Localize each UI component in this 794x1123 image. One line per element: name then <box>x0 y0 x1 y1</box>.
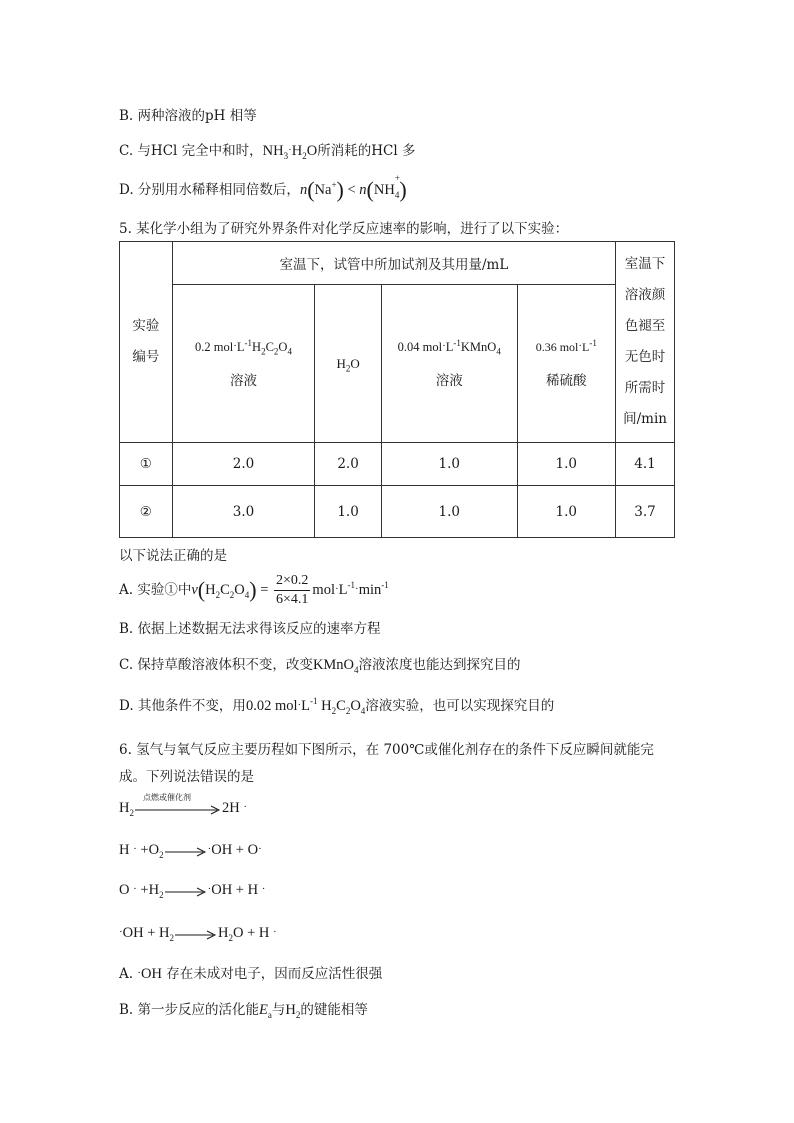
header-kmno4: 0.04 $mol\cdot L^{-1}KMnO_4$ 溶液 <box>381 285 517 443</box>
q5-option-d <box>119 694 554 715</box>
h2-formula: $H_2$ <box>285 1002 301 1020</box>
q6-option-a <box>119 962 382 983</box>
rate-formula: $v(H_2C_2O_4)$ = $\frac{2\times 0.2}{6\times 4.1}$ $mol\cdot L^{-1}\cdot\min^{-1}$ <box>191 573 389 607</box>
q5-option-a <box>119 572 389 609</box>
q6-option-b-mid: 与 <box>271 1002 286 1018</box>
question-6-stem-line-2: 成。下列说法错误的是 <box>119 769 254 785</box>
option-d <box>119 172 407 202</box>
reaction-arrow <box>175 927 217 941</box>
q5-option-d-suffix: 溶液实验，也可以实现探究目的 <box>365 698 555 714</box>
cell-time: 4.1 <box>616 443 675 486</box>
q5-option-b: B. 依据上述数据无法求得该反应的速率方程 <box>119 621 381 637</box>
q6-option-b <box>119 998 368 1019</box>
header-time: 室温下 溶液颜 色褪至 无色时 所需时 间/min <box>616 242 675 443</box>
cell-water: 1.0 <box>315 486 382 538</box>
arrow-condition-label: 点燃或催化剂 <box>142 792 191 802</box>
option-b <box>119 104 257 124</box>
q6-option-b-suffix: 的键能相等 <box>300 1002 368 1018</box>
q5-option-c <box>119 653 521 674</box>
q5-option-c-text: C. 保持草酸溶液体积不变，改变 <box>119 657 313 673</box>
cell-kmno4: 1.0 <box>381 486 517 538</box>
cell-acid: 1.0 <box>517 486 616 538</box>
q5-option-a-text: A. 实验①中 <box>119 581 192 598</box>
ion-comparison-formula: n(Na+) < n(NH $_{+ 4}$) <box>299 172 407 202</box>
nh3-h2o-formula: $NH_3\cdot H_2O$ <box>262 143 318 161</box>
option-c-suffix: 所消耗的HCl 多 <box>317 143 416 159</box>
question-5-stem: 5. 某化学小组为了研究外界条件对化学反应速率的影响，进行了以下实验： <box>119 221 569 237</box>
reaction-step-3: $O \cdot +H_2$ ·OH + H · <box>119 882 266 900</box>
cell-oxalic: 3.0 <box>172 486 315 538</box>
header-sulfuric-acid: 0.36 $mol\cdot L^{-1}$ 稀硫酸 <box>517 285 616 443</box>
header-water: $H_2O$ <box>315 285 382 443</box>
oxalic-conc-formula: 0.02 $mol\cdot L^{-1}$ $H_2C_2O_4$ <box>245 696 366 716</box>
cell-time: 3.7 <box>616 486 675 538</box>
q6-option-a-text: 存在未成对电子，因而反应活性很强 <box>166 966 383 982</box>
header-reagents: 室温下，试管中所加试剂及其用量/mL <box>172 242 615 285</box>
cell-acid: 1.0 <box>517 443 616 486</box>
reaction-step-4: $\cdot OH + H_2$ $H_2O + H$ · <box>119 925 277 943</box>
table-row <box>120 486 675 538</box>
reaction-step-2: $H \cdot +O_2$ ·OH + O· <box>119 842 262 860</box>
reaction-arrow <box>165 884 207 898</box>
option-b-label: B. <box>119 108 138 124</box>
option-b-text: 两种溶液的pH 相等 <box>137 108 257 124</box>
reaction-step-1: $H_2$ 点燃或催化剂 2H · <box>119 792 248 818</box>
q5-option-d-text: D. 其他条件不变，用 <box>119 698 246 714</box>
option-d-text: D. 分别用水稀释相同倍数后， <box>119 182 300 198</box>
experiment-table <box>119 241 675 538</box>
row-id: ① <box>120 443 173 486</box>
q6-option-b-text: B. 第一步反应的活化能 <box>119 1002 260 1018</box>
q6-option-a-label: A. <box>119 966 138 982</box>
cell-oxalic: 2.0 <box>172 443 315 486</box>
option-c-text: C. 与HCl 完全中和时， <box>119 143 263 159</box>
cell-water: 2.0 <box>315 443 382 486</box>
q5-option-c-suffix: 溶液浓度也能达到探究目的 <box>358 657 521 673</box>
header-oxalic-acid: 0.2 $mol\cdot L^{-1}H_2C_2O_4$ 溶液 <box>172 285 315 443</box>
table-row <box>120 443 675 486</box>
activation-energy-symbol: $E_a$ <box>259 1002 272 1020</box>
header-exp-no: 实验 编号 <box>120 242 173 443</box>
row-id: ② <box>120 486 173 538</box>
hydroxyl-radical: ·OH <box>137 966 162 982</box>
question-5-prompt: 以下说法正确的是 <box>119 548 227 564</box>
option-c <box>119 139 415 160</box>
reaction-arrow <box>165 844 207 858</box>
kmno4-formula: KMnO$_4$ <box>312 657 359 675</box>
question-6-stem-line-1: 6. 氢气与氧气反应主要历程如下图所示，在 700℃或催化剂存在的条件下反应瞬间就能完 <box>119 742 654 758</box>
cell-kmno4: 1.0 <box>381 443 517 486</box>
